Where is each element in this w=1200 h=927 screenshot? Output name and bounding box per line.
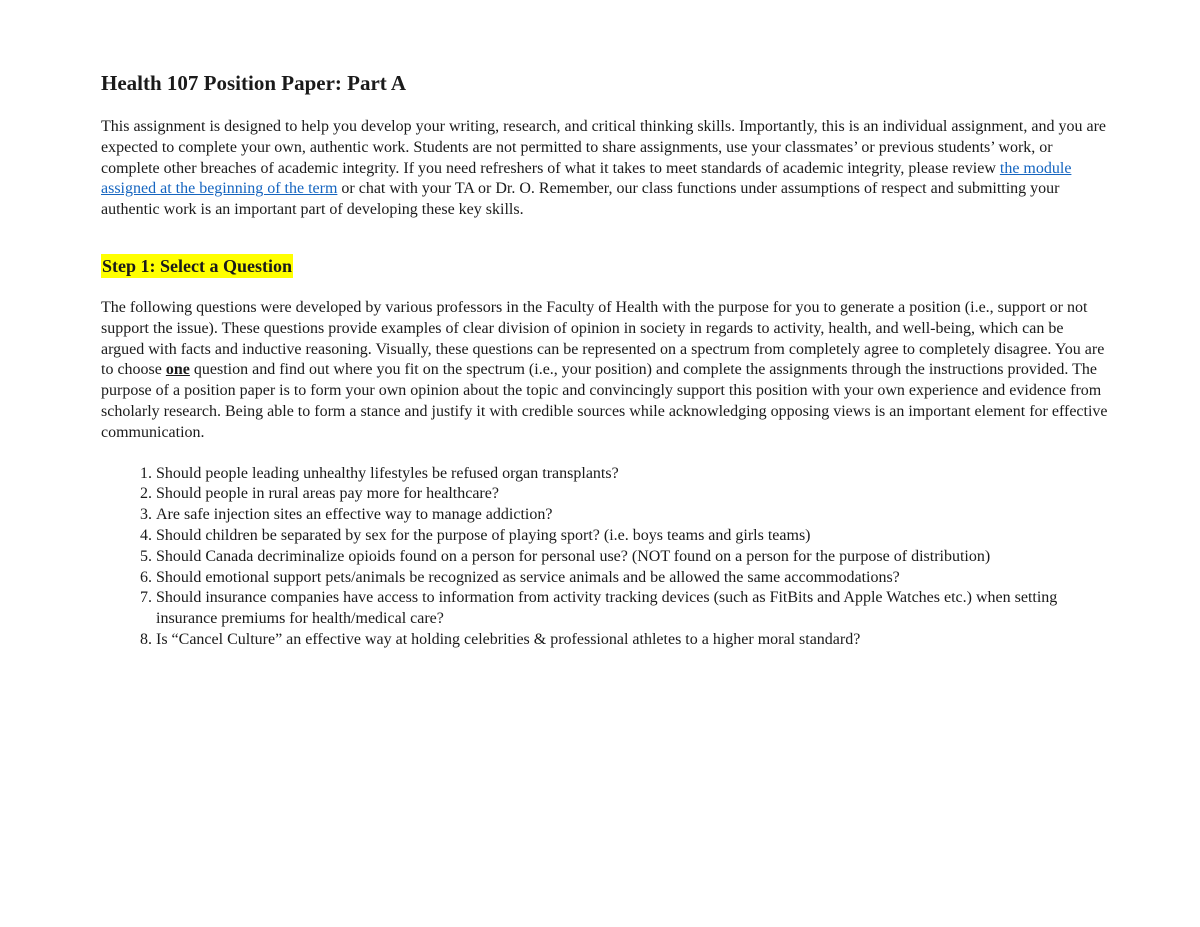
step1-text-after: question and find out where you fit on the spectrum (i.e., your position) and complete the assignments through the instructions provided. The purpose of a position paper is to form your own opinion about the topic and convincingly support this position with your own experience and evidence from scholarly research. Being able to form a stance and justify it with credible sources while acknowledging opposing views is an important element for effective communication. xyxy=(101,361,1108,441)
step1-heading: Step 1: Select a Question xyxy=(102,255,292,276)
question-item: 8. Is “Cancel Culture” an effective way at holding celebrities & professional athletes to a higher moral standard? xyxy=(156,630,1110,651)
question-item: 2. Should people in rural areas pay more for healthcare? xyxy=(156,484,1110,505)
step1-emphasis-one: one xyxy=(165,361,190,379)
question-item: 1. Should people leading unhealthy lifestyles be refused organ transplants? xyxy=(156,464,1110,485)
step1-paragraph xyxy=(101,298,1110,444)
academic-integrity-module-link[interactable]: the module assigned at the beginning of the term xyxy=(101,159,1072,198)
question-list xyxy=(101,464,1110,651)
intro-paragraph xyxy=(101,117,1110,221)
question-item: 5. Should Canada decriminalize opioids found on a person for personal use? (NOT found on a person for the purpose of distribution) xyxy=(156,547,1110,568)
document-title: Health 107 Position Paper: Part A xyxy=(101,71,407,95)
intro-text-after-link: or chat with your TA or Dr. O. Remember, our class functions under assumptions of respect and submitting your authentic work is an important part of developing these key skills. xyxy=(101,180,1060,219)
question-item: 3. Are safe injection sites an effective way to manage addiction? xyxy=(156,505,1110,526)
question-item: 6. Should emotional support pets/animals be recognized as service animals and be allowed the same accommodations? xyxy=(156,568,1110,589)
step1-text-before: The following questions were developed by various professors in the Faculty of Health with the purpose for you to generate a position (i.e., support or not support the issue). These questions provide examples of clear division of opinion in society in regards to activity, health, and well-being, which can be argued with facts and inductive reasoning. Visually, these questions can be represented on a spectrum from completely agree to completely disagree. You are to choose xyxy=(101,298,1105,379)
question-item: 4. Should children be separated by sex for the purpose of playing sport? (i.e. boys teams and girls teams) xyxy=(156,526,1110,547)
intro-text-before-link: This assignment is designed to help you develop your writing, research, and critical thinking skills. Importantly, this is an individual assignment, and you are expected to complete your own, authentic work. Students are not permitted to share assignments, use your classmates’ or previous students’ work, or complete other breaches of academic integrity. If you need refreshers of what it takes to meet standards of academic integrity, please review xyxy=(101,118,1106,177)
question-item: 7. Should insurance companies have access to information from activity tracking devices (such as FitBits and Apple Watches etc.) when setting insurance premiums for health/medical care? xyxy=(156,588,1110,630)
